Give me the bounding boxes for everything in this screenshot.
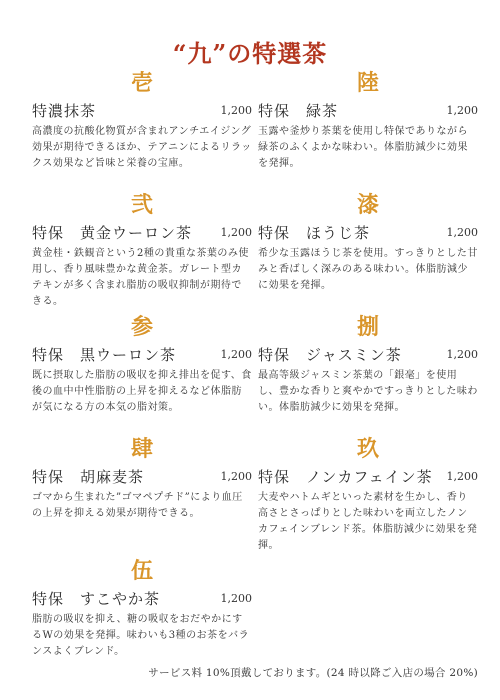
item-price: 1,200	[220, 592, 252, 605]
item-description: 大麦やハトムギといった素材を生かし、香り高さとさっぱりとした味わいを両立したノンカフェインブレンド茶。体脂肪減少に効果を発揮。	[258, 492, 478, 551]
item-price: 1,200	[220, 226, 252, 239]
tea-item	[258, 190, 478, 312]
item-name: 特保 ジャスミン茶	[258, 346, 402, 364]
item-description: ゴマから生まれた”ゴマペプチド”により血圧の上昇を抑える効果が期待できる。	[32, 492, 243, 519]
tea-item	[258, 68, 478, 190]
item-name: 特保 すこやか茶	[32, 590, 161, 608]
item-price: 1,200	[446, 470, 478, 483]
tea-item	[32, 434, 252, 556]
menu-title: “九”の特選茶	[172, 39, 328, 68]
item-numeral: 壱	[130, 70, 153, 96]
item-description: 高濃度の抗酸化物質が含まれアンチエイジング効果が期待できるほか、テアニンによるリラックス効果など旨味と栄養の宝庫。	[32, 126, 252, 169]
item-numeral: 参	[130, 314, 153, 340]
item-name: 特保 胡麻麦茶	[32, 468, 145, 486]
tea-item	[258, 434, 478, 556]
item-numeral: 陸	[356, 70, 379, 96]
item-price: 1,200	[446, 226, 478, 239]
item-price: 1,200	[446, 348, 478, 361]
tea-item	[32, 68, 252, 190]
item-numeral: 伍	[130, 558, 153, 584]
tea-item	[258, 312, 478, 434]
item-numeral: 捌	[356, 314, 379, 340]
item-numeral: 弐	[130, 192, 153, 218]
item-numeral: 漆	[356, 192, 379, 218]
item-price: 1,200	[220, 470, 252, 483]
item-description: 希少な玉露ほうじ茶を使用。すっきりとした甘みと香ばしく深みのある味わい。体脂肪減少に効果を発揮。	[258, 248, 478, 291]
item-description: 既に摂取した脂肪の吸収を抑え排出を促す、食後の血中中性脂肪の上昇を抑えるなど体脂肪が気になる方の本気の脂対策。	[32, 370, 252, 413]
item-name: 特保 黄金ウーロン茶	[32, 224, 193, 242]
item-description: 最高等級ジャスミン茶葉の「銀毫」を使用し、豊かな香りと爽やかですっきりとした味わい。体脂肪減少に効果を発揮。	[258, 370, 478, 413]
item-name: 特濃抹茶	[32, 102, 97, 120]
item-description: 黄金桂・鉄観音という2種の貴重な茶葉のみ使用し、香り風味豊かな黄金茶。ガレート型カテキンが多く含まれ脂肪の吸収抑制が期待できる。	[32, 248, 249, 307]
tea-item	[32, 556, 252, 678]
item-numeral: 肆	[130, 436, 153, 462]
left-column	[32, 68, 252, 678]
item-name: 特保 ノンカフェイン茶	[258, 468, 433, 486]
tea-item	[32, 190, 252, 312]
service-charge-note: サービス料 10%頂戴しております。(24 時以降ご入店の場合 20%)	[148, 667, 478, 679]
tea-item	[32, 312, 252, 434]
item-name: 特保 黒ウーロン茶	[32, 346, 177, 364]
item-price: 1,200	[220, 104, 252, 117]
item-name: 特保 緑茶	[258, 102, 339, 120]
item-price: 1,200	[220, 348, 252, 361]
item-name: 特保 ほうじ茶	[258, 224, 371, 242]
right-column	[258, 68, 478, 556]
item-description: 脂肪の吸収を抑え、糖の吸収をおだやかにするWの効果を発揮。味わいも3種のお茶をバランスよくブレンド。	[32, 614, 250, 657]
item-numeral: 玖	[356, 436, 379, 462]
item-description: 玉露や釜炒り茶葉を使用し特保でありながら緑茶のふくよかな味わい。体脂肪減少に効果を発揮。	[258, 126, 468, 169]
item-price: 1,200	[446, 104, 478, 117]
